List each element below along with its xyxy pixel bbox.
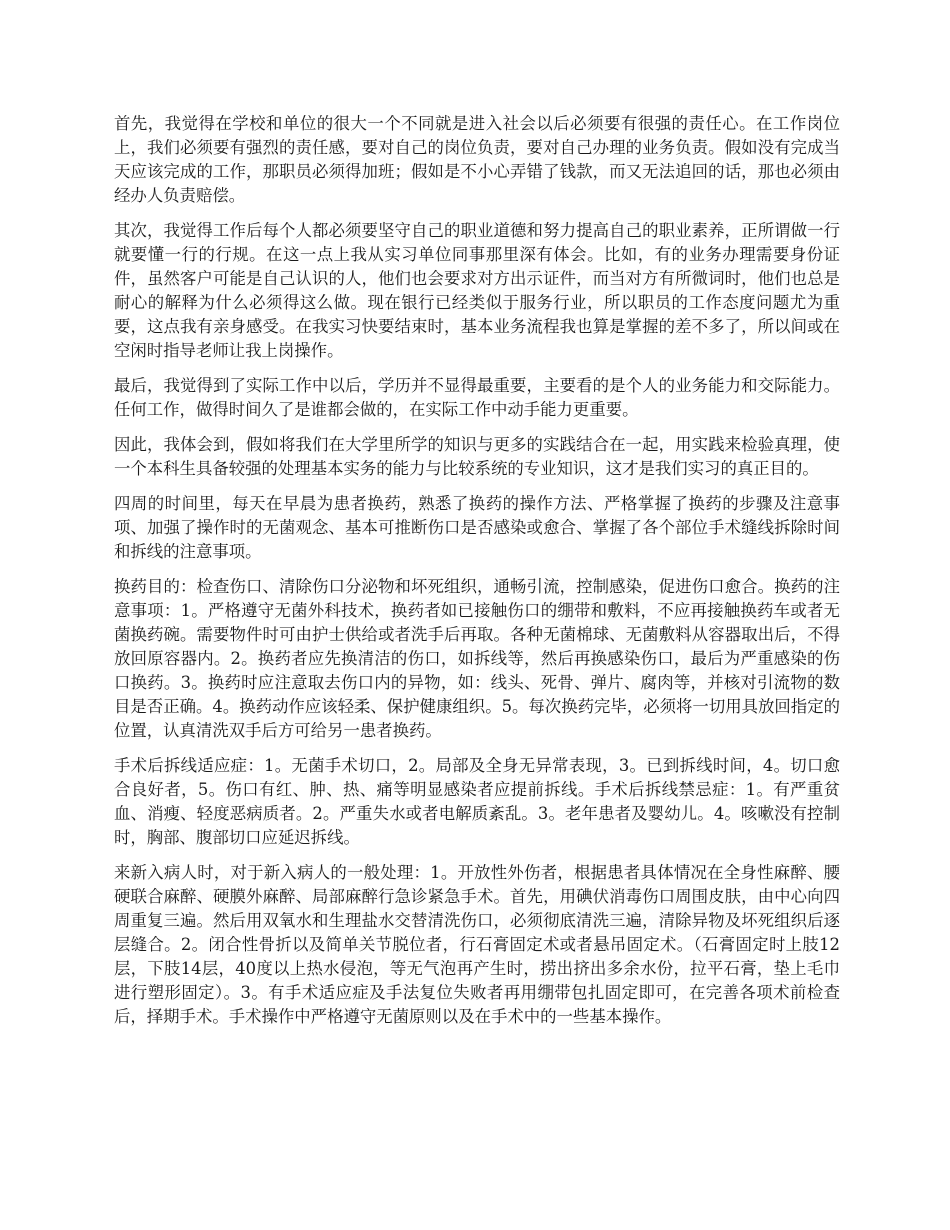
paragraph-four-weeks: 四周的时间里，每天在早晨为患者换药，熟悉了换药的操作方法、严格掌握了换药的步骤及注意事项、加强了操作时的无菌观念、基本可推断伤口是否感染或愈合、掌握了各个部位手术缝线拆除时间和拆线的注意事项。 [114, 494, 840, 561]
paragraph-dressing-change: 换药目的：检查伤口、清除伤口分泌物和坏死组织，通畅引流，控制感染，促进伤口愈合。换药的注意事项：1。严格遵守无菌外科技术，换药者如已接触伤口的绷带和敷料，不应再接触换药车或者无菌换药碗。需要物件时可由护士供给或者洗手后再取。各种无菌棉球、无菌敷料从容器取出后，不得放回原容器内。2。换药者应先换清洁的伤口，如拆线等，然后再换感染伤口，最后为严重感染的伤口换药。3。换药时应注意取去伤口内的异物，如：线头、死骨、弹片、腐肉等，并核对引流物的数目是否正确。4。换药动作应该轻柔、保护健康组织。5。每次换药完毕，必须将一切用具放回指定的位置，认真清洗双手后方可给另一患者换药。 [114, 577, 840, 740]
paragraph-responsibility: 首先，我觉得在学校和单位的很大一个不同就是进入社会以后必须要有很强的责任心。在工作岗位上，我们必须要有强烈的责任感，要对自己的岗位负责，要对自己办理的业务负责。假如没有完成当天应该完成的工作，那职员必须得加班；假如是不小心弄错了钱款，而又无法追回的话，那也必须由经办人负责赔偿。 [114, 114, 840, 205]
paragraph-suture-removal: 手术后拆线适应症：1。无菌手术切口，2。局部及全身无异常表现，3。已到拆线时间，4。切口愈合良好者，5。伤口有红、肿、热、痛等明显感染者应提前拆线。手术后拆线禁忌症：1。有严重贫血、消瘦、轻度恶病质者。2。严重失水或者电解质紊乱。3。老年患者及婴幼儿。4。咳嗽没有控制时，胸部、腹部切口应延迟拆线。 [114, 756, 840, 847]
paragraph-new-patients: 来新入病人时，对于新入病人的一般处理：1。开放性外伤者，根据患者具体情况在全身性麻醉、腰硬联合麻醉、硬膜外麻醉、局部麻醉行急诊紧急手术。首先，用碘伏消毒伤口周围皮肤，由中心向四周重复三遍。然后用双氧水和生理盐水交替清洗伤口，必须彻底清洗三遍，清除异物及坏死组织后逐层缝合。2。闭合性骨折以及简单关节脱位者，行石膏固定术或者悬吊固定术。（石膏固定时上肢12层，下肢14层，40度以上热水侵泡，等无气泡再产生时，捞出挤出多余水份，拉平石膏，垫上毛巾进行塑形固定）。3。有手术适应症及手法复位失败者再用绷带包扎固定即可，在完善各项术前检查后，择期手术。手术操作中严格遵守无菌原则以及在手术中的一些基本操作。 [114, 863, 840, 1026]
document-body [114, 112, 840, 1040]
paragraph-professional-ethics: 其次，我觉得工作后每个人都必须要坚守自己的职业道德和努力提高自己的职业素养，正所谓做一行就要懂一行的行规。在这一点上我从实习单位同事那里深有体会。比如，有的业务办理需要身份证件，虽然客户可能是自己认识的人，他们也会要求对方出示证件，而当对方有所微词时，他们也总是耐心的解释为什么必须得这么做。现在银行已经类似于服务行业，所以职员的工作态度问题尤为重要，这点我有亲身感受。在我实习快要结束时，基本业务流程我也算是掌握的差不多了，所以间或在空闲时指导老师让我上岗操作。 [114, 221, 840, 360]
paragraph-ability: 最后，我觉得到了实际工作中以后，学历并不显得最重要，主要看的是个人的业务能力和交际能力。任何工作，做得时间久了是谁都会做的，在实际工作中动手能力更重要。 [114, 376, 840, 419]
paragraph-internship-purpose: 因此，我体会到，假如将我们在大学里所学的知识与更多的实践结合在一起，用实践来检验真理，使一个本科生具备较强的处理基本实务的能力与比较系统的专业知识，这才是我们实习的真正目的。 [114, 435, 840, 478]
